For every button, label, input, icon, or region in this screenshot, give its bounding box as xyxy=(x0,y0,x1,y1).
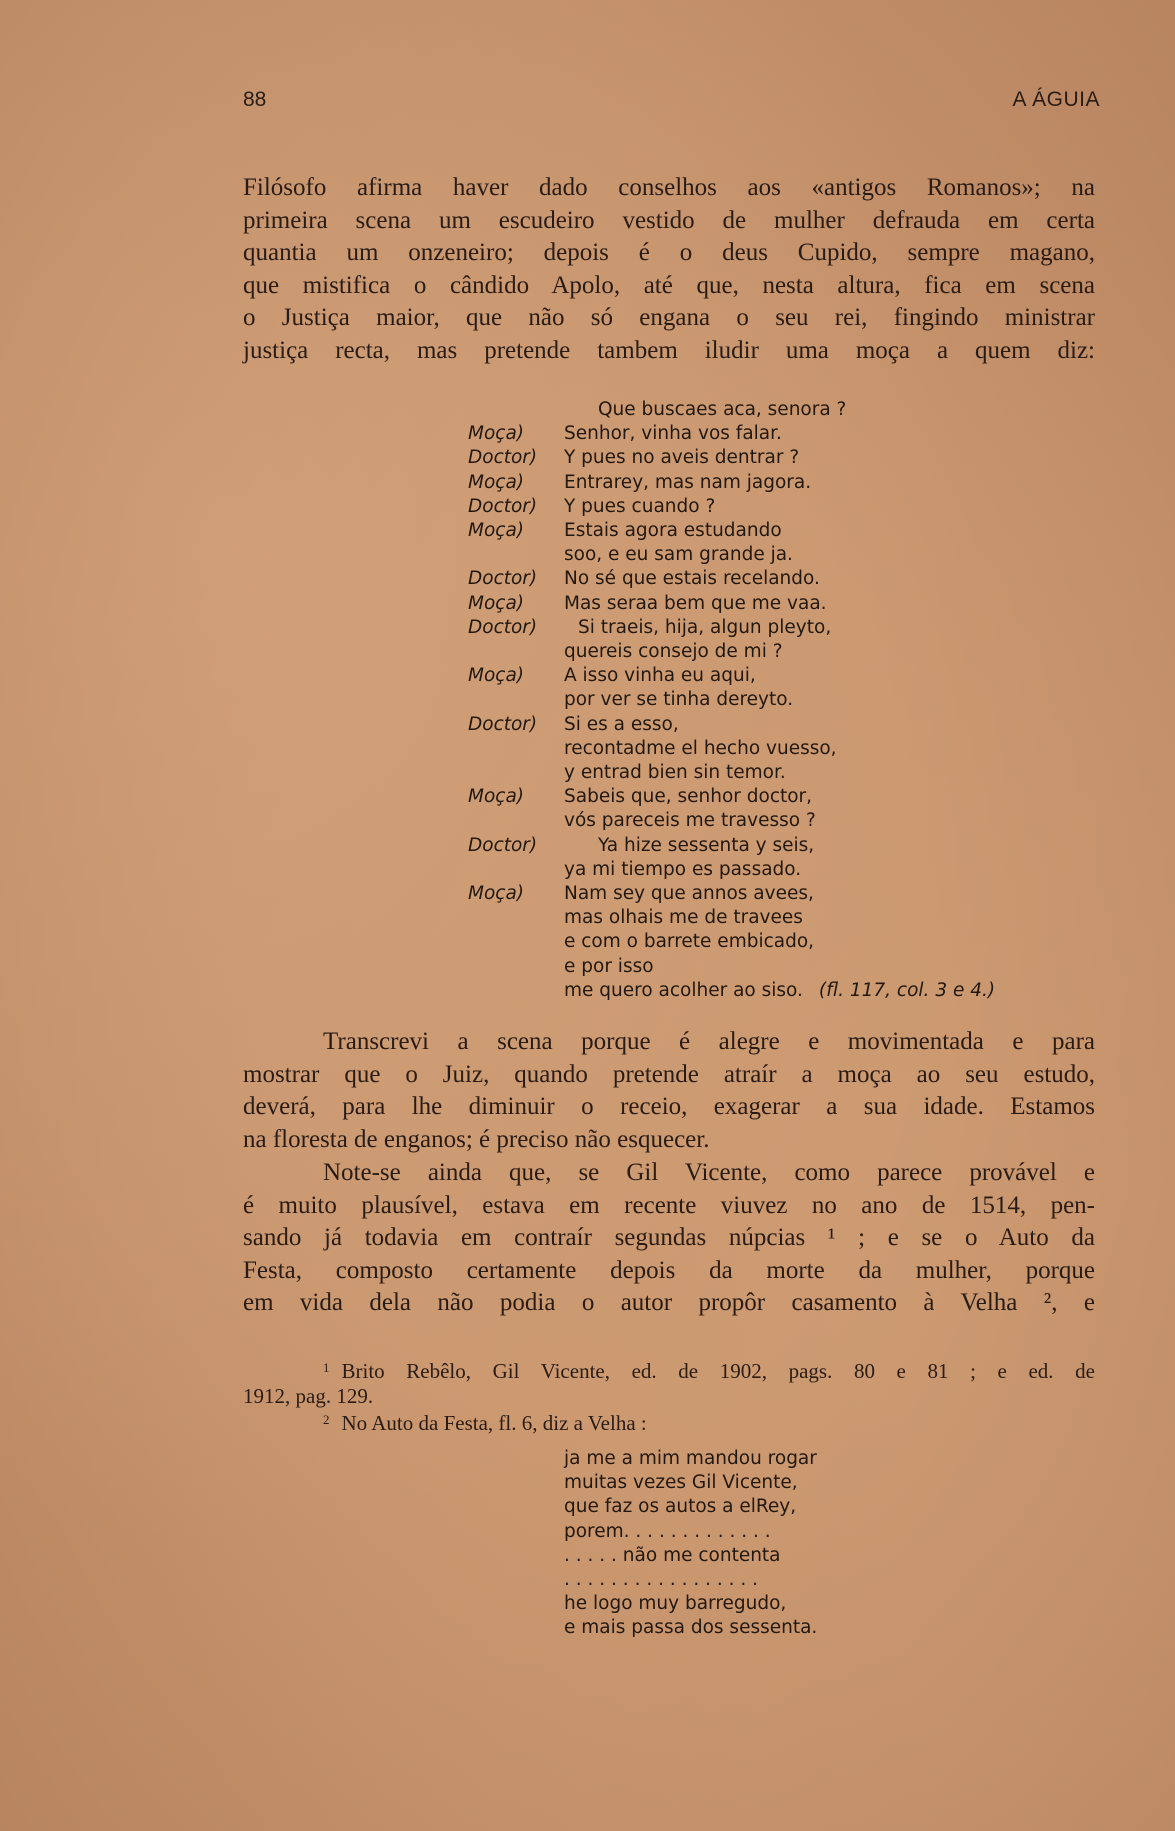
speaker-label: Doctor) xyxy=(468,568,538,590)
footnotes xyxy=(243,1356,1095,1436)
dialogue-text: Sabeis que, senhor doctor, xyxy=(564,786,813,808)
verse-line: he logo muy barregudo, xyxy=(564,1593,787,1615)
speaker-label xyxy=(468,930,564,954)
dialogue-text: quereis consejo de mi ? xyxy=(564,641,783,663)
dialogue-line xyxy=(468,422,1108,446)
text-line: em vida dela não podia o autor propôr casamento à Velha ², e xyxy=(243,1289,1095,1317)
dialogue-line xyxy=(468,930,1108,954)
speaker-label xyxy=(468,737,564,761)
body-paragraph-1 xyxy=(243,1026,1095,1156)
speaker-label: Moça) xyxy=(468,423,525,445)
dialogue-line xyxy=(468,955,1108,979)
verse-line: que faz os autos a elRey, xyxy=(564,1496,797,1518)
footnote-1 xyxy=(243,1356,1095,1384)
speaker-label xyxy=(468,979,564,1003)
dialogue-text: Nam sey que annos avees, xyxy=(564,883,814,905)
dialogue-line xyxy=(468,495,1108,519)
text-line: sando já todavia em contraír segundas núpcias ¹ ; e se o Auto da xyxy=(243,1224,1095,1252)
dialogue-text: soo, e eu sam grande ja. xyxy=(564,544,793,566)
text-line: Filósofo afirma haver dado conselhos aos «antigos Romanos»; na xyxy=(243,174,1095,201)
verse-line: ja me a mim mandou rogar xyxy=(564,1448,817,1469)
dialogue-line xyxy=(468,519,1108,543)
dialogue-line xyxy=(468,592,1108,616)
dialogue-line xyxy=(468,906,1108,930)
dialogue-text: Estais agora estudando xyxy=(564,520,782,542)
dialogue-line xyxy=(468,664,1108,688)
text-line: Festa, composto certamente depois da morte da mulher, porque xyxy=(243,1256,1095,1284)
verse-line: porem. . . . . . . . . . . . . xyxy=(564,1520,771,1542)
speaker-label: Moça) xyxy=(468,786,525,808)
page-number: 88 xyxy=(243,88,267,111)
verse-line: muitas vezes Gil Vicente, xyxy=(564,1472,798,1494)
speaker-label xyxy=(468,955,564,979)
verse-line: . . . . . não me contenta xyxy=(564,1544,781,1566)
dialogue-line xyxy=(468,785,1108,809)
dialogue-text: e por isso xyxy=(564,955,654,977)
text-line: que mistifica o cândido Apolo, até que, nesta altura, fica em scena xyxy=(243,271,1095,299)
dialogue-text: vós pareceis me travesso ? xyxy=(564,810,816,832)
dialogue-line xyxy=(468,471,1108,495)
running-title: A ÁGUIA xyxy=(1012,88,1100,111)
speaker-label xyxy=(468,858,564,882)
speaker-label xyxy=(468,809,564,833)
dialogue-line xyxy=(468,616,1108,640)
dialogue-line xyxy=(468,809,1108,833)
speaker-label: Doctor) xyxy=(468,616,538,638)
speaker-label xyxy=(468,761,564,785)
dialogue-text: y entrad bien sin temor. xyxy=(564,762,786,784)
speaker-label: Moça) xyxy=(468,471,525,493)
footnote-text: Brito Rebêlo, Gil Vicente, ed. de 1902, pags. 80 e 81 ; e ed. de xyxy=(341,1359,1095,1383)
dialogue-text: Mas seraa bem que me vaa. xyxy=(564,592,827,614)
verse-line: e mais passa dos sessenta. xyxy=(564,1617,818,1639)
dialogue-text: me quero acolher ao siso. xyxy=(564,979,803,1001)
speaker-label xyxy=(468,543,564,567)
dialogue-line xyxy=(468,761,1108,785)
speaker-label xyxy=(468,640,564,664)
speaker-label: Moça) xyxy=(468,520,525,542)
text-line: Transcrevi a scena porque é alegre e movimentada e para xyxy=(323,1028,1095,1055)
text-line: o Justiça maior, que não só engana o seu rei, fingindo ministrar xyxy=(243,304,1095,332)
dialogue-text: Ya hize sessenta y seis, xyxy=(598,834,815,856)
dialogue-line xyxy=(468,979,1108,1003)
citation: (fl. 117, col. 3 e 4.) xyxy=(818,979,996,1001)
footnote-text: No Auto da Festa, fl. 6, diz a Velha : xyxy=(341,1411,647,1435)
dialogue-line xyxy=(468,567,1108,591)
dialogue-text: Que buscaes aca, senora ? xyxy=(598,399,847,420)
intro-paragraph xyxy=(243,172,1095,368)
dialogue-text: Y pues no aveis dentrar ? xyxy=(564,447,800,469)
text-line: deverá, para lhe diminuir o receio, exagerar a sua idade. Estamos xyxy=(243,1093,1095,1121)
dialogue-line xyxy=(468,446,1108,470)
text-line: é muito plausível, estava em recente viuvez no ano de 1514, pen- xyxy=(243,1191,1095,1219)
dialogue-line xyxy=(468,834,1108,858)
dialogue-text: e com o barrete embicado, xyxy=(564,931,815,953)
dialogue-block xyxy=(468,398,1108,1003)
text-line: quantia um onzeneiro; depois é o deus Cupido, sempre magano, xyxy=(243,239,1095,267)
dialogue-text: recontadme el hecho vuesso, xyxy=(564,737,837,759)
dialogue-text: mas olhais me de travees xyxy=(564,907,803,929)
dialogue-line xyxy=(468,858,1108,882)
text-line: mostrar que o Juiz, quando pretende atraír a moça ao seu estudo, xyxy=(243,1060,1095,1088)
footnote-1-continued: 1912, pag. 129. xyxy=(243,1383,374,1408)
speaker-label: Moça) xyxy=(468,592,525,614)
text-line: na floresta de enganos; é preciso não esquecer. xyxy=(243,1125,710,1153)
text-line: Note-se ainda que, se Gil Vicente, como parece provável e xyxy=(323,1159,1095,1186)
dialogue-line xyxy=(468,688,1108,712)
verse-line: . . . . . . . . . . . . . . . . . xyxy=(564,1569,759,1591)
dialogue-text: por ver se tinha dereyto. xyxy=(564,689,794,711)
speaker-label: Doctor) xyxy=(468,495,538,517)
dialogue-text: A isso vinha eu aqui, xyxy=(564,665,756,687)
dialogue-text: Si es a esso, xyxy=(564,713,679,735)
dialogue-text: Entrarey, mas nam jagora. xyxy=(564,471,812,493)
dialogue-text: No sé que estais recelando. xyxy=(564,568,820,590)
footnote-2 xyxy=(243,1408,1095,1436)
dialogue-text: ya mi tiempo es passado. xyxy=(564,858,802,880)
text-line: primeira scena um escudeiro vestido de mulher defrauda em certa xyxy=(243,206,1095,234)
speaker-label xyxy=(468,688,564,712)
dialogue-line xyxy=(468,398,1108,422)
speaker-label: Doctor) xyxy=(468,447,538,469)
dialogue-text: Y pues cuando ? xyxy=(564,495,716,517)
dialogue-line xyxy=(468,713,1108,737)
quoted-verse xyxy=(564,1447,817,1641)
dialogue-line xyxy=(468,640,1108,664)
speaker-label: Moça) xyxy=(468,665,525,687)
dialogue-line xyxy=(468,543,1108,567)
body-paragraph-2 xyxy=(243,1157,1095,1320)
footnote-marker: 1 xyxy=(323,1360,330,1375)
dialogue-text: Senhor, vinha vos falar. xyxy=(564,423,782,445)
speaker-label xyxy=(468,906,564,930)
speaker-label: Doctor) xyxy=(468,713,538,735)
footnote-marker: 2 xyxy=(323,1412,330,1427)
speaker-label xyxy=(468,398,564,422)
speaker-label: Doctor) xyxy=(468,834,538,856)
dialogue-text: Si traeis, hija, algun pleyto, xyxy=(578,616,832,638)
speaker-label: Moça) xyxy=(468,883,525,905)
dialogue-line xyxy=(468,737,1108,761)
dialogue-line xyxy=(468,882,1108,906)
text-line: justiça recta, mas pretende tambem iludir uma moça a quem diz: xyxy=(243,336,1095,364)
